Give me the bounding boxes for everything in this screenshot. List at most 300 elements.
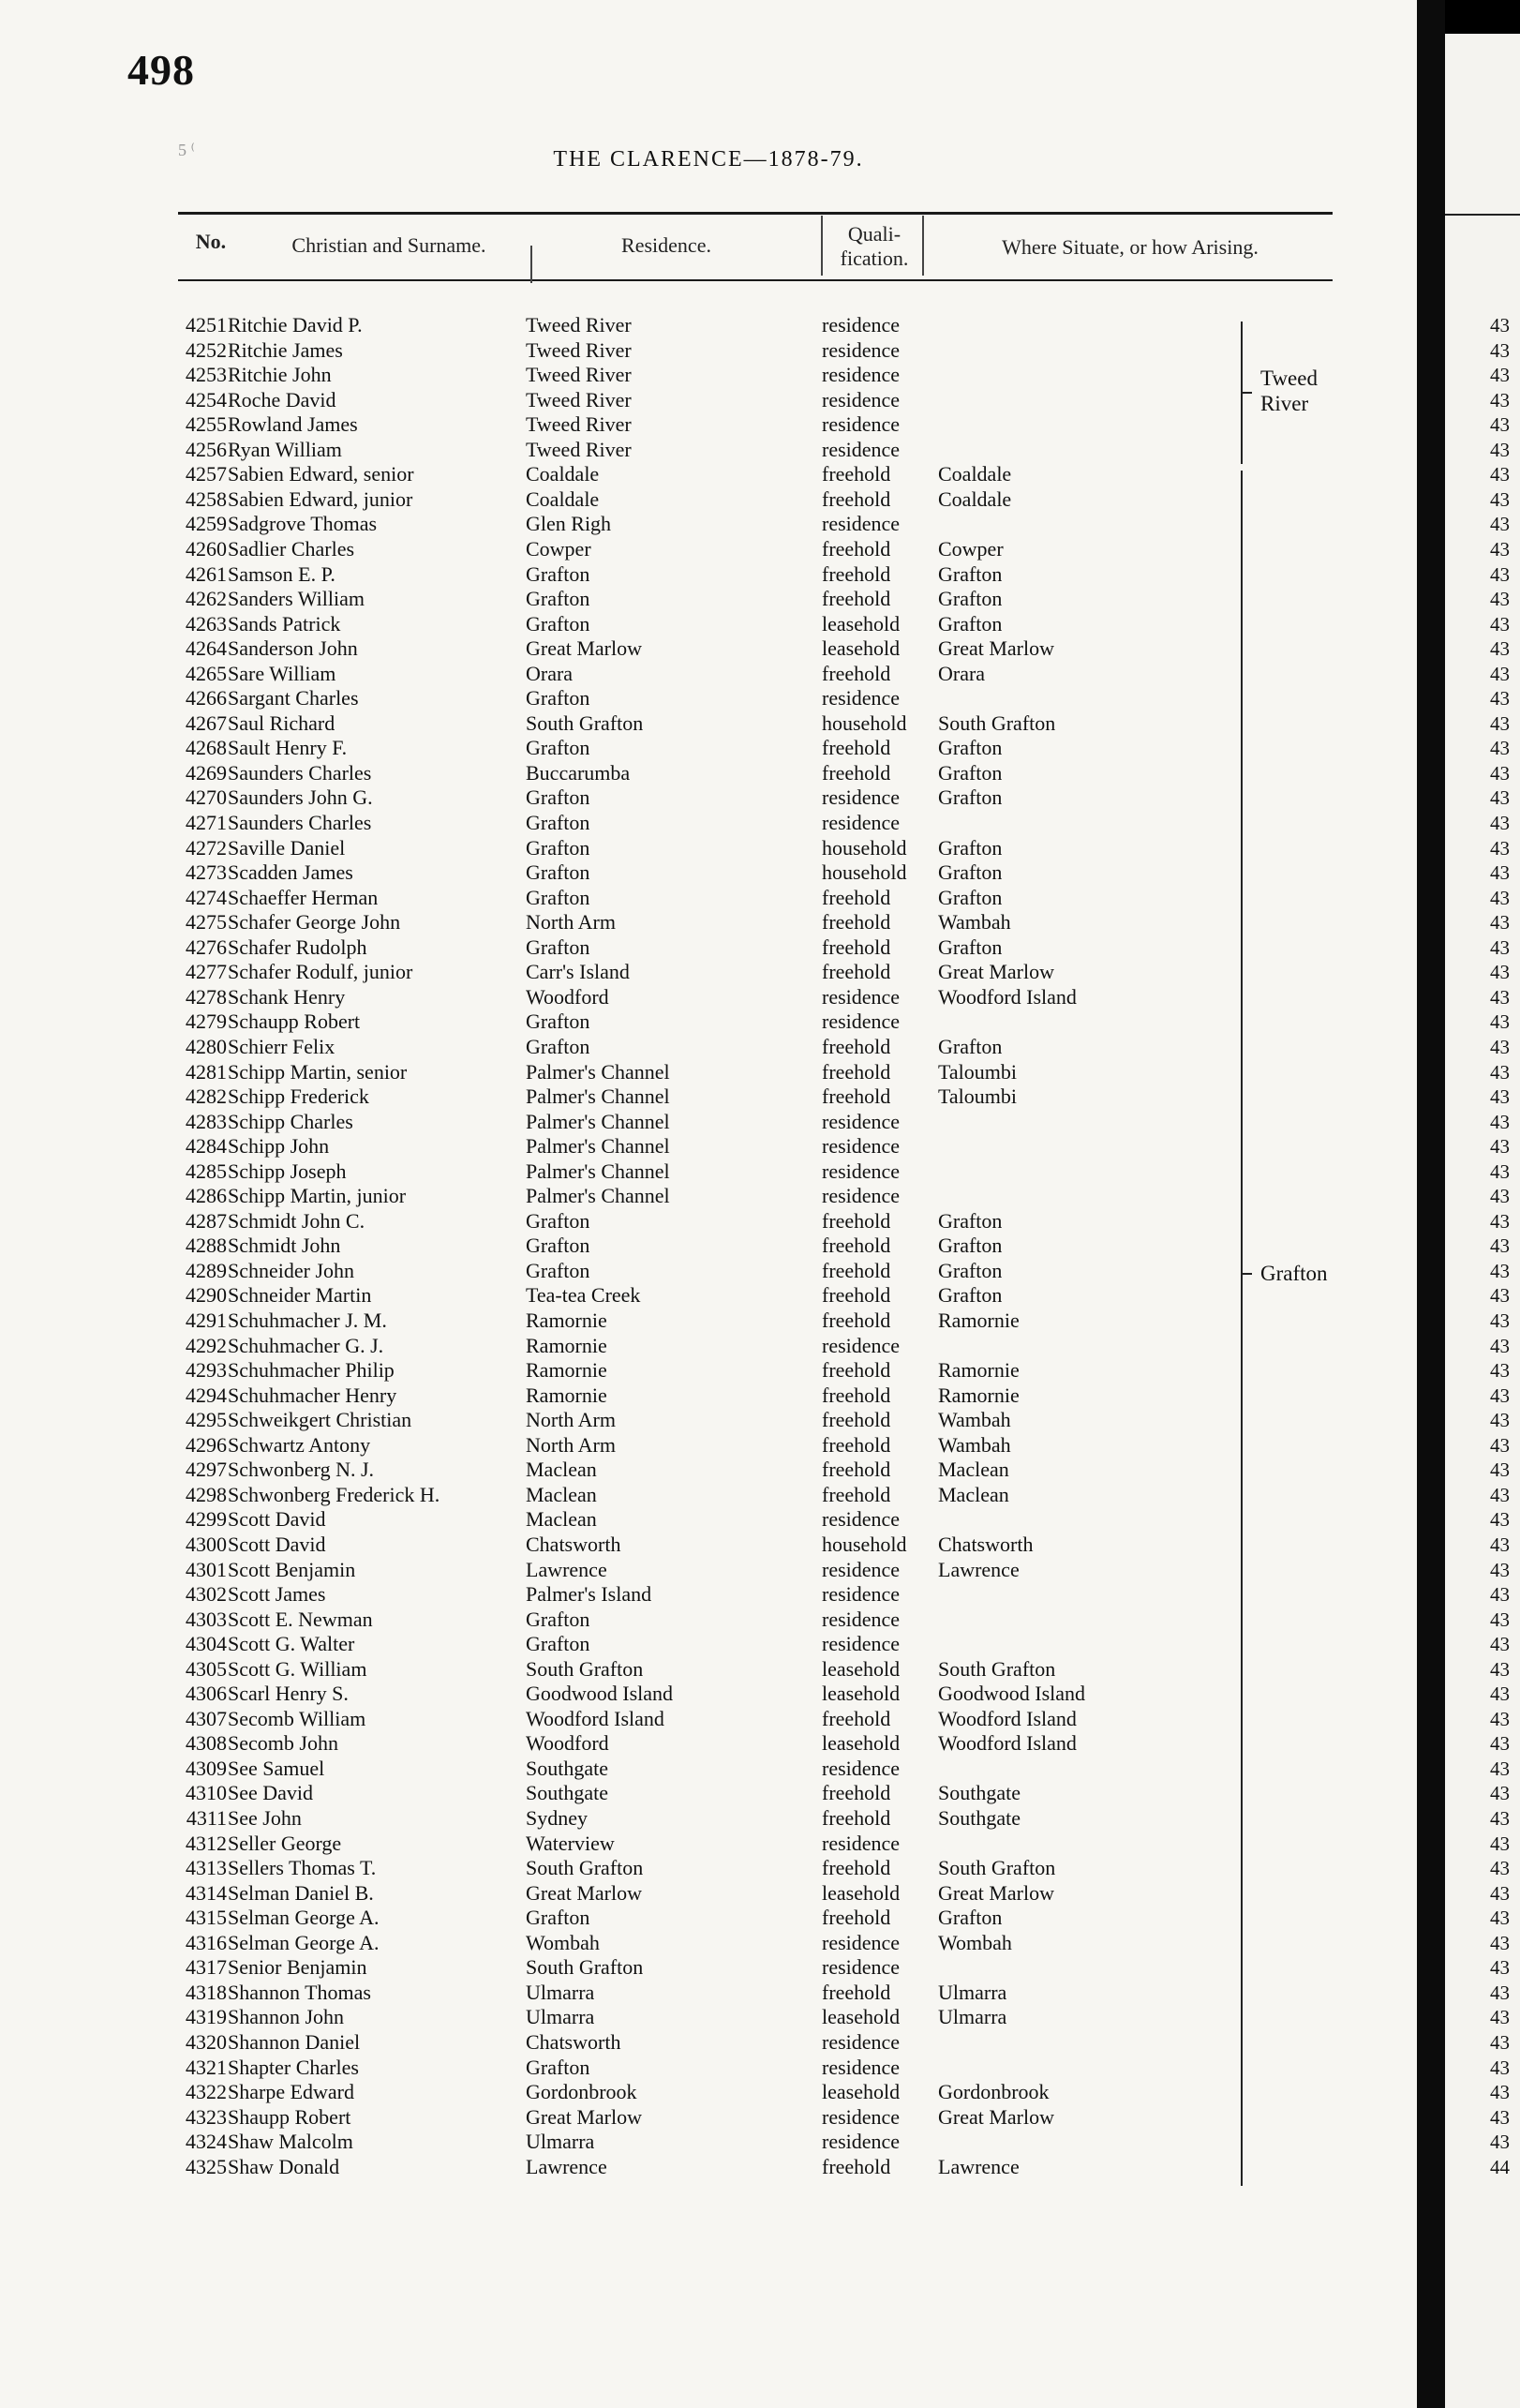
cell-residence: Ramornie xyxy=(526,1309,607,1332)
cell-number: 4269 xyxy=(186,760,227,785)
cell-qualification: freehold xyxy=(822,1458,891,1482)
cell-qualification: residence xyxy=(822,2029,901,2054)
page-gutter xyxy=(1417,0,1445,2408)
cell-number: 4311 xyxy=(186,1806,227,1830)
table-row xyxy=(0,1408,1417,1432)
facing-page-number: 43 xyxy=(1490,1359,1510,1383)
cell-number: 4296 xyxy=(186,1432,227,1457)
facing-page-number: 43 xyxy=(1490,836,1510,860)
cell-residence: Tweed River xyxy=(526,337,632,362)
cell-name: Schuhmacher Philip xyxy=(228,1358,395,1383)
cell-number: 4293 xyxy=(186,1358,227,1383)
cell-name: Selman Daniel B. xyxy=(228,1880,374,1905)
cell-number: 4275 xyxy=(186,910,227,935)
cell-name: Saul Richard xyxy=(228,710,335,735)
cell-qualification: freehold xyxy=(822,1906,891,1930)
table-row xyxy=(0,1682,1417,1706)
facing-page-number: 43 xyxy=(1490,1284,1510,1308)
cell-qualification: residence xyxy=(822,1557,901,1581)
table-row xyxy=(0,1234,1417,1258)
cell-name: Sargant Charles xyxy=(228,686,359,710)
cell-where-situate: Grafton xyxy=(938,1283,1003,1308)
page-number: 498 xyxy=(127,46,195,94)
cell-name: Schank Henry xyxy=(228,984,346,1009)
table-row xyxy=(0,836,1417,860)
cell-residence: Grafton xyxy=(526,935,590,959)
cell-number: 4309 xyxy=(186,1756,227,1780)
table-row xyxy=(0,1582,1417,1607)
cell-number: 4283 xyxy=(186,1109,227,1133)
group-label-line1: Tweed xyxy=(1260,366,1318,390)
cell-number: 4302 xyxy=(186,1582,227,1607)
table-row xyxy=(0,1657,1417,1682)
cell-number: 4301 xyxy=(186,1557,227,1581)
cell-qualification: leasehold xyxy=(822,1880,901,1905)
facing-page-number: 43 xyxy=(1490,338,1510,362)
cell-name: Scott James xyxy=(228,1582,326,1607)
cell-name: Schwonberg N. J. xyxy=(228,1458,375,1482)
cell-residence: Tweed River xyxy=(526,412,632,437)
cell-residence: Sydney xyxy=(526,1806,588,1830)
cell-name: Saunders John G. xyxy=(228,785,373,810)
cell-number: 4271 xyxy=(186,811,227,834)
cell-residence: Grafton xyxy=(526,811,590,834)
facing-page-number: 43 xyxy=(1490,1035,1510,1058)
facing-page-number: 43 xyxy=(1490,861,1510,885)
table-row xyxy=(0,636,1417,661)
cell-where-situate: Grafton xyxy=(938,760,1003,785)
cell-residence: Woodford Island xyxy=(526,1706,664,1730)
cell-where-situate: Woodford Island xyxy=(938,1731,1077,1756)
facing-page-edge xyxy=(1445,34,1520,2408)
cell-residence: Grafton xyxy=(526,1010,590,1034)
cell-number: 4299 xyxy=(186,1507,227,1532)
cell-qualification: freehold xyxy=(822,1383,891,1407)
cell-name: Schneider John xyxy=(228,1258,355,1282)
table-row xyxy=(0,785,1417,810)
cell-number: 4306 xyxy=(186,1682,227,1706)
facing-page-number: 43 xyxy=(1490,1807,1510,1830)
cell-qualification: residence xyxy=(822,2104,901,2129)
cell-name: Schuhmacher G. J. xyxy=(228,1333,384,1357)
cell-number: 4260 xyxy=(186,536,227,561)
cell-where-situate: South Grafton xyxy=(938,1656,1056,1681)
facing-page-number: 43 xyxy=(1490,2131,1510,2154)
facing-page-number: 43 xyxy=(1490,2081,1510,2104)
cell-residence: Grafton xyxy=(526,1906,590,1930)
cell-where-situate: Grafton xyxy=(938,587,1003,611)
cell-residence: Southgate xyxy=(526,1781,608,1805)
cell-name: Sands Patrick xyxy=(228,611,341,636)
cell-qualification: leasehold xyxy=(822,2005,901,2029)
cell-where-situate: Woodford Island xyxy=(938,984,1077,1009)
cell-name: Selman George A. xyxy=(228,1930,380,1954)
table-row xyxy=(0,512,1417,536)
cell-number: 4300 xyxy=(186,1532,227,1556)
cell-number: 4277 xyxy=(186,960,227,984)
table-row xyxy=(0,2080,1417,2104)
cell-number: 4312 xyxy=(186,1831,227,1855)
facing-page-number: 43 xyxy=(1490,513,1510,536)
facing-page-number: 43 xyxy=(1490,1259,1510,1282)
cell-number: 4317 xyxy=(186,1955,227,1980)
cell-qualification: freehold xyxy=(822,885,891,909)
facing-page-number: 43 xyxy=(1490,588,1510,611)
cell-residence: Goodwood Island xyxy=(526,1682,674,1706)
cell-number: 4295 xyxy=(186,1408,227,1432)
cell-qualification: household xyxy=(822,860,907,885)
cell-qualification: residence xyxy=(822,412,901,437)
facing-page-number: 43 xyxy=(1490,487,1510,511)
cell-number: 4297 xyxy=(186,1458,227,1482)
running-title: THE CLARENCE—1878-79. xyxy=(553,147,864,172)
cell-number: 4252 xyxy=(186,337,227,362)
cell-number: 4315 xyxy=(186,1906,227,1930)
table-row xyxy=(0,1334,1417,1358)
cell-residence: Glen Righ xyxy=(526,512,612,536)
group-label-line2: River xyxy=(1260,392,1309,415)
cell-name: See John xyxy=(228,1806,302,1830)
cell-residence: Ulmarra xyxy=(526,2005,595,2029)
cell-number: 4261 xyxy=(186,561,227,586)
table-row xyxy=(0,1084,1417,1109)
cell-number: 4255 xyxy=(186,412,227,437)
cell-where-situate: Woodford Island xyxy=(938,1706,1077,1730)
cell-where-situate: Chatsworth xyxy=(938,1532,1034,1556)
table-row xyxy=(0,960,1417,984)
cell-name: Schipp Martin, junior xyxy=(228,1184,407,1208)
table-row xyxy=(0,736,1417,760)
cell-number: 4290 xyxy=(186,1283,227,1308)
cell-qualification: residence xyxy=(822,1109,901,1133)
table-row xyxy=(0,612,1417,636)
header-rule-top xyxy=(178,212,1333,215)
cell-residence: Grafton xyxy=(526,2055,590,2079)
cell-qualification: freehold xyxy=(822,1084,891,1109)
cell-name: Schuhmacher Henry xyxy=(228,1383,397,1407)
cell-name: Senior Benjamin xyxy=(228,1955,367,1980)
cell-number: 4313 xyxy=(186,1856,227,1880)
cell-name: Sadgrove Thomas xyxy=(228,512,378,536)
cell-number: 4288 xyxy=(186,1234,227,1258)
facing-page-number: 43 xyxy=(1490,1383,1510,1407)
table-row xyxy=(0,2155,1417,2179)
cell-number: 4324 xyxy=(186,2130,227,2154)
cell-number: 4259 xyxy=(186,512,227,536)
cell-number: 4276 xyxy=(186,935,227,959)
table-row xyxy=(0,313,1417,337)
cell-where-situate: Grafton xyxy=(938,860,1003,885)
cell-number: 4316 xyxy=(186,1930,227,1954)
cell-name: Schmidt John C. xyxy=(228,1208,365,1233)
cell-residence: Ulmarra xyxy=(526,1980,595,2004)
header-rule-bottom xyxy=(178,279,1333,281)
cell-residence: Palmer's Channel xyxy=(526,1184,670,1208)
facing-page-number: 43 xyxy=(1490,1433,1510,1457)
table-row xyxy=(0,1757,1417,1781)
cell-qualification: residence xyxy=(822,313,901,337)
table-row xyxy=(0,2056,1417,2080)
cell-residence: Palmer's Channel xyxy=(526,1134,670,1159)
cell-name: Schaupp Robert xyxy=(228,1010,361,1034)
facing-page-number: 43 xyxy=(1490,711,1510,735)
cell-where-situate: Grafton xyxy=(938,1034,1003,1058)
cell-residence: South Grafton xyxy=(526,1955,644,1980)
cell-where-situate: Taloumbi xyxy=(938,1084,1018,1109)
cell-residence: Grafton xyxy=(526,736,590,760)
table-row xyxy=(0,388,1417,412)
facing-page-number: 43 xyxy=(1490,935,1510,959)
cell-residence: Chatsworth xyxy=(526,1532,621,1556)
cell-residence: Grafton xyxy=(526,587,590,611)
cell-qualification: freehold xyxy=(822,462,891,486)
cell-number: 4263 xyxy=(186,611,227,636)
table-row xyxy=(0,1358,1417,1383)
cell-name: Scott David xyxy=(228,1532,326,1556)
cell-residence: Grafton xyxy=(526,785,590,810)
cell-name: Schipp Martin, senior xyxy=(228,1059,408,1084)
table-row xyxy=(0,1433,1417,1458)
facing-page-rule xyxy=(1445,214,1520,216)
cell-residence: South Grafton xyxy=(526,710,644,735)
cell-qualification: residence xyxy=(822,686,901,710)
cell-where-situate: Great Marlow xyxy=(938,1880,1055,1905)
table-row xyxy=(0,761,1417,785)
facing-page-number: 43 xyxy=(1490,1832,1510,1855)
cell-residence: Grafton xyxy=(526,835,590,860)
cell-qualification: household xyxy=(822,710,907,735)
table-row xyxy=(0,2105,1417,2130)
facing-page-number: 43 xyxy=(1490,1931,1510,1954)
cell-qualification: residence xyxy=(822,2055,901,2079)
facing-page-number: 43 xyxy=(1490,1732,1510,1756)
cell-where-situate: Ramornie xyxy=(938,1383,1020,1407)
cell-number: 4310 xyxy=(186,1781,227,1805)
cell-name: Shaw Malcolm xyxy=(228,2130,353,2154)
cell-name: Schwartz Antony xyxy=(228,1432,371,1457)
cell-number: 4266 xyxy=(186,686,227,710)
cell-qualification: residence xyxy=(822,1756,901,1780)
cell-name: Shaupp Robert xyxy=(228,2104,351,2129)
cell-qualification: freehold xyxy=(822,1234,891,1258)
cell-where-situate: Wambah xyxy=(938,1432,1011,1457)
cell-name: Ritchie David P. xyxy=(228,313,363,337)
facing-page-number: 43 xyxy=(1490,388,1510,411)
cell-qualification: residence xyxy=(822,1831,901,1855)
cell-residence: Lawrence xyxy=(526,2154,607,2178)
cell-name: Schneider Martin xyxy=(228,1283,372,1308)
cell-number: 4251 xyxy=(186,313,227,337)
cell-qualification: freehold xyxy=(822,1258,891,1282)
cell-qualification: residence xyxy=(822,363,901,387)
facing-page-number: 43 xyxy=(1490,687,1510,710)
cell-name: Ritchie John xyxy=(228,363,332,387)
cell-qualification: residence xyxy=(822,811,901,834)
cell-name: Selman George A. xyxy=(228,1906,380,1930)
table-row xyxy=(0,1906,1417,1930)
facing-page-number: 43 xyxy=(1490,1110,1510,1133)
cell-qualification: residence xyxy=(822,1632,901,1656)
cell-name: Schuhmacher J. M. xyxy=(228,1309,387,1332)
facing-page-number: 43 xyxy=(1490,2105,1510,2129)
cell-where-situate: Wombah xyxy=(938,1930,1012,1954)
cell-where-situate: Southgate xyxy=(938,1806,1021,1830)
cell-name: Schafer Rudolph xyxy=(228,935,367,959)
cell-where-situate: Coaldale xyxy=(938,486,1012,511)
cell-where-situate: Ulmarra xyxy=(938,2005,1007,2029)
cell-where-situate: Grafton xyxy=(938,835,1003,860)
cell-name: Secomb William xyxy=(228,1706,366,1730)
cell-residence: North Arm xyxy=(526,1432,616,1457)
cell-residence: Tweed River xyxy=(526,437,632,461)
table-row xyxy=(0,562,1417,587)
cell-number: 4278 xyxy=(186,984,227,1009)
cell-where-situate: Grafton xyxy=(938,736,1003,760)
table-row xyxy=(0,935,1417,960)
cell-name: Schwonberg Frederick H. xyxy=(228,1482,440,1506)
facing-page-number: 44 xyxy=(1490,2155,1510,2178)
header-name: Christian and Surname. xyxy=(291,233,486,257)
table-row xyxy=(0,1781,1417,1805)
cell-name: Sare William xyxy=(228,661,336,685)
facing-page-number: 43 xyxy=(1490,2030,1510,2054)
facing-page-number: 43 xyxy=(1490,812,1510,834)
header-qualification xyxy=(825,222,924,271)
cell-residence: Ramornie xyxy=(526,1383,607,1407)
cell-where-situate: Ulmarra xyxy=(938,1980,1007,2004)
facing-page-number: 43 xyxy=(1490,985,1510,1009)
cell-qualification: freehold xyxy=(822,1309,891,1332)
group-label-grafton xyxy=(1260,1261,1328,1286)
facing-page-number: 43 xyxy=(1490,1209,1510,1233)
table-row xyxy=(0,438,1417,462)
cell-residence: Grafton xyxy=(526,885,590,909)
cell-where-situate: Great Marlow xyxy=(938,2104,1055,2129)
cell-where-situate: Maclean xyxy=(938,1482,1009,1506)
table-row xyxy=(0,537,1417,561)
group-brace-tip xyxy=(1243,392,1252,394)
cell-number: 4322 xyxy=(186,2080,227,2104)
cell-number: 4267 xyxy=(186,710,227,735)
facing-page-number: 43 xyxy=(1490,1981,1510,2004)
cell-number: 4308 xyxy=(186,1731,227,1756)
cell-name: Shannon Thomas xyxy=(228,1980,371,2004)
facing-page-number: 43 xyxy=(1490,2006,1510,2029)
cell-where-situate: Lawrence xyxy=(938,1557,1020,1581)
table-row xyxy=(0,363,1417,387)
header-residence: Residence. xyxy=(621,233,711,257)
cell-number: 4314 xyxy=(186,1880,227,1905)
cell-name: Schipp Joseph xyxy=(228,1159,347,1183)
cell-residence: Gordonbrook xyxy=(526,2080,637,2104)
cell-residence: Grafton xyxy=(526,611,590,636)
cell-residence: North Arm xyxy=(526,910,616,935)
cell-where-situate: Cowper xyxy=(938,536,1004,561)
cell-residence: Tea-tea Creek xyxy=(526,1283,641,1308)
cell-name: Saville Daniel xyxy=(228,835,346,860)
cell-name: Scott Benjamin xyxy=(228,1557,356,1581)
facing-page-number: 43 xyxy=(1490,314,1510,337)
cell-where-situate: Grafton xyxy=(938,885,1003,909)
cell-where-situate: Great Marlow xyxy=(938,636,1055,661)
cell-where-situate: Grafton xyxy=(938,1906,1003,1930)
cell-qualification: freehold xyxy=(822,1059,891,1084)
cell-name: Roche David xyxy=(228,387,336,411)
cell-where-situate: Coaldale xyxy=(938,462,1012,486)
cell-residence: Palmer's Channel xyxy=(526,1109,670,1133)
facing-page-number: 43 xyxy=(1490,662,1510,685)
cell-where-situate: Gordonbrook xyxy=(938,2080,1050,2104)
cell-where-situate: Great Marlow xyxy=(938,960,1055,984)
table-row xyxy=(0,910,1417,935)
facing-page-number: 43 xyxy=(1490,2056,1510,2079)
cell-number: 4325 xyxy=(186,2154,227,2178)
table-row xyxy=(0,1931,1417,1955)
table-row xyxy=(0,1458,1417,1482)
table-row xyxy=(0,1731,1417,1756)
cell-number: 4284 xyxy=(186,1134,227,1159)
cell-number: 4258 xyxy=(186,486,227,511)
cell-number: 4256 xyxy=(186,437,227,461)
cell-qualification: leasehold xyxy=(822,1656,901,1681)
facing-page-number: 43 xyxy=(1490,463,1510,486)
cell-number: 4319 xyxy=(186,2005,227,2029)
cell-number: 4282 xyxy=(186,1084,227,1109)
table-row xyxy=(0,462,1417,486)
cell-where-situate: Maclean xyxy=(938,1458,1009,1482)
cell-qualification: freehold xyxy=(822,1806,891,1830)
facing-page-number: 43 xyxy=(1490,1309,1510,1332)
cell-qualification: freehold xyxy=(822,1432,891,1457)
facing-page-number: 43 xyxy=(1490,1234,1510,1258)
cell-where-situate: South Grafton xyxy=(938,1856,1056,1880)
cell-qualification: freehold xyxy=(822,587,891,611)
facing-page-number: 43 xyxy=(1490,911,1510,935)
cell-residence: Chatsworth xyxy=(526,2029,621,2054)
table-row xyxy=(0,412,1417,437)
group-brace-tweed-river xyxy=(1218,322,1243,464)
cell-qualification: freehold xyxy=(822,1358,891,1383)
table-row xyxy=(0,2030,1417,2055)
cell-qualification: residence xyxy=(822,1607,901,1631)
table-row xyxy=(0,811,1417,835)
cell-number: 4264 xyxy=(186,636,227,661)
cell-qualification: freehold xyxy=(822,661,891,685)
cell-residence: Maclean xyxy=(526,1482,597,1506)
cell-where-situate: Ramornie xyxy=(938,1309,1020,1332)
cell-residence: Great Marlow xyxy=(526,636,643,661)
cell-name: Rowland James xyxy=(228,412,358,437)
header-no: No. xyxy=(195,230,227,253)
table-row xyxy=(0,338,1417,363)
cell-qualification: leasehold xyxy=(822,1731,901,1756)
facing-page-number: 43 xyxy=(1490,1185,1510,1208)
cell-number: 4268 xyxy=(186,736,227,760)
cell-residence: Grafton xyxy=(526,860,590,885)
cell-qualification: freehold xyxy=(822,910,891,935)
cell-name: Scott David xyxy=(228,1507,326,1532)
cell-name: Seller George xyxy=(228,1831,342,1855)
cell-name: Ryan William xyxy=(228,437,342,461)
table-row xyxy=(0,1110,1417,1134)
cell-number: 4304 xyxy=(186,1632,227,1656)
margin-mark: 5 ⁽ xyxy=(178,141,195,159)
cell-residence: Palmer's Channel xyxy=(526,1059,670,1084)
cell-number: 4257 xyxy=(186,462,227,486)
cell-residence: Maclean xyxy=(526,1458,597,1482)
cell-where-situate: Wambah xyxy=(938,910,1011,935)
cell-residence: Maclean xyxy=(526,1507,597,1532)
